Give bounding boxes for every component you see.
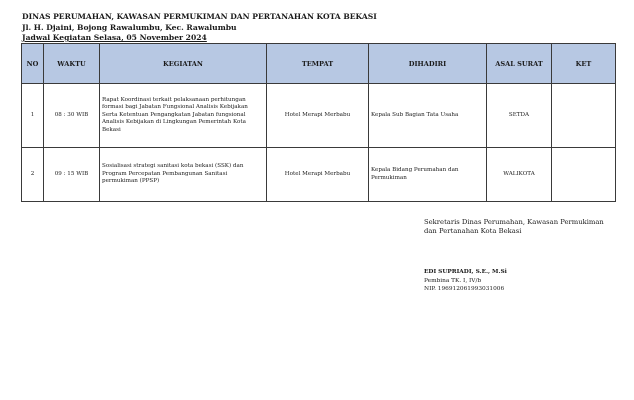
cell-no: 2	[22, 148, 44, 202]
col-header-dihadiri: DIHADIRI	[369, 44, 487, 84]
cell-waktu: 08 : 30 WIB	[44, 84, 100, 148]
signatory-block	[424, 268, 507, 294]
cell-tempat: Hotel Merapi Merbabu	[267, 148, 369, 202]
col-header-waktu: WAKTU	[44, 44, 100, 84]
table-row	[22, 148, 616, 202]
col-header-tempat: TEMPAT	[267, 44, 369, 84]
schedule-date: Jadwal Kegiatan Selasa, 05 November 2024	[22, 33, 207, 42]
col-header-asal-surat: ASAL SURAT	[487, 44, 552, 84]
cell-tempat: Hotel Merapi Merbabu	[267, 84, 369, 148]
agency-address: Jl. H. Djaini, Bojong Rawalumbu, Kec. Rawalumbu	[22, 22, 237, 32]
col-header-ket: KET	[552, 44, 616, 84]
signatory-nip: NIP. 196912061993031006	[424, 286, 505, 293]
table-row	[22, 84, 616, 148]
cell-asal-surat: WALIKOTA	[487, 148, 552, 202]
cell-no: 1	[22, 84, 44, 148]
table-header-row	[22, 44, 616, 84]
signatory-name: EDI SUPRIADI, S.E., M.Si	[424, 269, 507, 275]
signatory-rank: Pembina TK. I, IV/b	[424, 277, 482, 284]
cell-waktu: 09 : 15 WIB	[44, 148, 100, 202]
col-header-no: NO	[22, 44, 44, 84]
document-header	[22, 12, 377, 44]
cell-dihadiri: Kepala Bidang Perumahan dan Permukiman	[369, 148, 487, 202]
cell-ket	[552, 148, 616, 202]
schedule-table	[21, 43, 616, 202]
agency-name: DINAS PERUMAHAN, KAWASAN PERMUKIMAN DAN PERTANAHAN KOTA BEKASI	[22, 12, 377, 21]
cell-kegiatan: Rapat Koordinasi terkait pelaksanaan perhitungan formasi bagi Jabatan Fungsional Analisis Kebijakan Serta Ketentuan Pengangkatan Jabatan fungsional Analisis Kebijakan di Lingkungan Pemerintah Kota Bekasi	[100, 84, 267, 148]
cell-asal-surat: SETDA	[487, 84, 552, 148]
signatory-title: Sekretaris Dinas Perumahan, Kawasan Permukiman dan Pertanahan Kota Bekasi	[424, 218, 604, 235]
cell-kegiatan: Sosialisasi strategi sanitasi kota bekasi (SSK) dan Program Percepatan Pembangunan Sanitasi permukiman (PPSP)	[100, 148, 267, 202]
col-header-kegiatan: KEGIATAN	[100, 44, 267, 84]
cell-dihadiri: Kepala Sub Bagian Tata Usaha	[369, 84, 487, 148]
cell-ket	[552, 84, 616, 148]
